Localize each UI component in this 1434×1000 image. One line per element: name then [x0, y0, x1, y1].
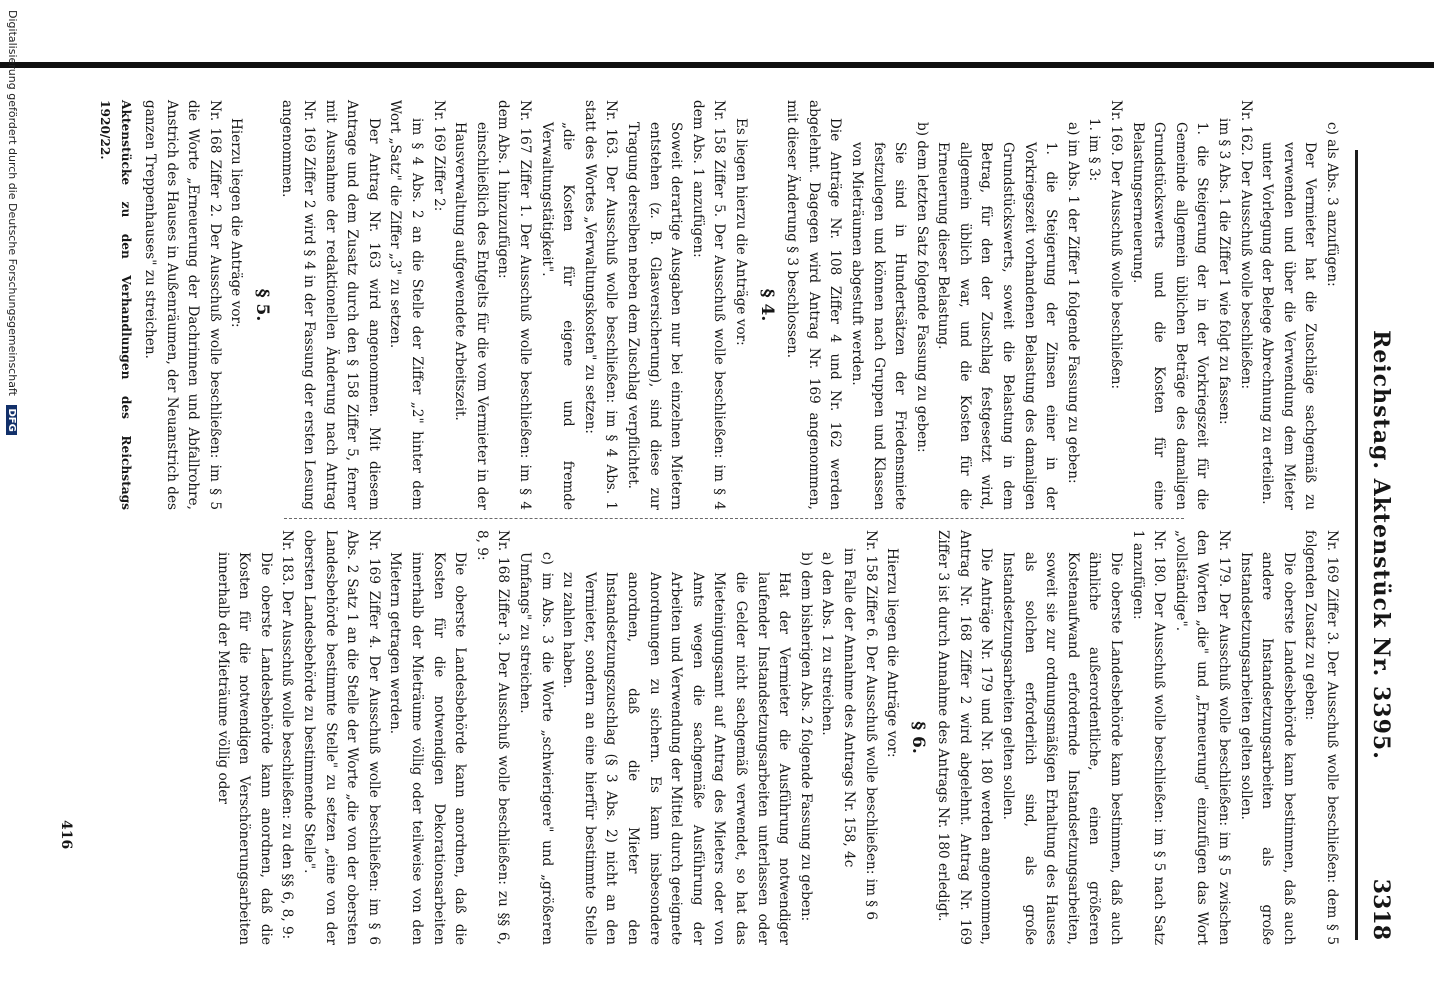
- paragraph: Nr. 169. Der Ausschuß wolle beschließen:: [1108, 100, 1125, 390]
- section-heading: § 4.: [756, 288, 777, 322]
- paragraph: Die oberste Landesbehörde kann anordnen, daß die Kosten für die notwendigen Dekorationsarbeiten innerhalb der Mieträume völlig oder teilweise von den Mietern getragen werden.: [387, 552, 469, 945]
- paragraph: c) als Abs. 3 anzufügen:: [1324, 122, 1340, 287]
- paragraph: Die Anträge Nr. 179 und Nr. 180 werden angenommen, Antrag Nr. 168 Ziffer 2 wird abgelehnt. Antrag Nr. 169 Ziffer 3 ist durch Annahme des Antrags Nr. 180 erledigt.: [935, 530, 995, 945]
- paragraph: Die oberste Landesbehörde kann anordnen, daß die Kosten für die notwendigen Verschönerungsarbeiten innerhalb der Mieträume völlig oder: [214, 552, 274, 945]
- paragraph: Nr. 183. Der Ausschuß wolle beschließen: zu den §§ 6, 8, 9:: [279, 530, 296, 940]
- paragraph: b) dem letzten Satz folgende Fassung zu geben:: [913, 122, 930, 453]
- section-heading: § 6.: [907, 721, 928, 754]
- paragraph: Hat der Vermieter die Ausführung notwendiger laufender Instandsetzungsarbeiten unterlassen oder die Gelder nicht sachgemäß verwendet, so hat das Mieteinigungsamt auf Antrag des Mieters oder von Amts wegen die sachgemäße Ausführung der Arbeiten und Verwendung der Mittel durch geeignete Anordnungen zu sichern. Es kann insbesondere anordnen, daß die Mieter den Instandsetzungszuschlag (§ 3 Abs. 2) nicht an den Vermieter, sondern an eine hierfür bestimmte Stelle zu zahlen haben.: [560, 572, 793, 945]
- column-divider: [284, 518, 1184, 519]
- paragraph: Nr. 169 Ziffer 3. Der Ausschuß wolle beschließen: dem § 5 folgenden Zusatz zu geben:: [1302, 530, 1340, 945]
- paragraph: einschließlich des Entgelts für die vom Vermieter in der Hausverwaltung aufgewendete Arbeitszeit.: [452, 122, 490, 510]
- paragraph: b) dem bisherigen Abs. 2 folgende Fassung zu geben:: [797, 552, 814, 922]
- paragraph: Nr. 168 Ziffer 3. Der Ausschuß wolle beschließen: zu §§ 6, 8, 9:: [473, 530, 512, 945]
- text-column-first: [97, 100, 1342, 511]
- paragraph: Nr. 158 Ziffer 5. Der Ausschuß wolle beschließen: im § 4 dem Abs. 1 anzufügen:: [689, 100, 728, 510]
- paragraph: Hierzu liegen die Anträge vor:: [884, 548, 901, 758]
- paragraph: Nr. 180. Der Ausschuß wolle beschließen: im § 5 nach Satz 1 anzufügen:: [1129, 530, 1168, 945]
- footer-page-number: 416: [58, 820, 74, 850]
- paragraph: Der Antrag Nr. 163 wird angenommen. Mit diesem Antrage und dem Zusatz durch den § 158 Ziffer 5, ferner mit Ausnahme der redaktionellen Änderung nach Antrag Nr. 169 Ziffer 2 wird § 4 in der Fassung der ersten Lesung angenommen.: [279, 100, 382, 510]
- page-number: 3318: [1368, 878, 1394, 940]
- paragraph: Nr. 179. Der Ausschuß wolle beschließen: im § 5 zwischen den Worten „die" und „Erneuerung" einzufügen das Wort „vollständige".: [1172, 530, 1233, 945]
- paragraph: Nr. 163. Der Ausschuß wolle beschließen: im § 4 Abs. 1 statt des Wortes „Verwaltungskosten" zu setzen:: [581, 100, 620, 510]
- paragraph: Nr. 162. Der Ausschuß wolle beschließen:: [1237, 100, 1254, 390]
- paragraph: Die oberste Landesbehörde kann bestimmen, daß auch andere Instandsetzungsarbeiten als große Instandsetzungsarbeiten gelten sollen.: [1237, 552, 1297, 945]
- paragraph: Nr. 168 Ziffer 2. Der Ausschuß wolle beschließen: im § 5 die Worte „Erneuerung der Dachrinnen und Abfallrohre, Anstrich des Hauses in Außenräumen, der Neuanstrich des ganzen Treppenhauses" zu streichen.: [141, 100, 223, 511]
- digitization-note-text: Digitalisierung gefördert durch die Deutsche Forschungsgemeinschaft: [6, 10, 19, 396]
- paragraph: Es liegen hierzu die Anträge vor:: [732, 118, 749, 346]
- page-header: [1355, 150, 1398, 940]
- paragraph: 1. die Steigerung der in der Vorkriegszeit für die Gemeinde allgemein üblichen Beträge des damaligen Grundstückswerts und die Kosten für eine Belastungserneuerung.: [1129, 122, 1211, 510]
- digitization-credit: [6, 10, 19, 1000]
- paragraph: c) im Abs. 3 die Worte „schwierigere" und „größeren Umfangs" zu streichen.: [517, 552, 555, 945]
- paragraph: im § 4 Abs. 2 an die Stelle der Ziffer „2" hinter dem Wort „Satz" die Ziffer „3" zu setzen.: [387, 100, 426, 510]
- text-column-second: [102, 530, 1342, 945]
- paragraph: a) im Abs. 1 der Ziffer 1 folgende Fassung zu geben:: [1064, 122, 1081, 484]
- paragraph: im § 3 Abs. 1 die Ziffer 1 wie folgt zu fassen:: [1216, 118, 1233, 425]
- paragraph: Nr. 169 Ziffer 4. Der Ausschuß wolle beschließen: im § 6 Abs. 2 Satz 1 an die Stelle der Worte „die von der obersten Landesbehörde bestimmte Stelle" zu setzen „eine von der obersten Landesbehörde zu bestimmende Stelle".: [301, 530, 382, 945]
- scan-edge: [0, 62, 1434, 68]
- running-footer: Aktenstücke zu den Verhandlungen des Reichstags 1920/22.: [97, 100, 134, 510]
- page-title: Reichstag. Aktenstück Nr. 3395.: [1368, 330, 1394, 760]
- paragraph: „die Kosten für eigene und fremde Verwaltungstätigkeit".: [538, 122, 577, 510]
- paragraph: Nr. 158 Ziffer 6. Der Ausschuß wolle beschließen: im § 6: [862, 530, 879, 921]
- paragraph: Hierzu liegen die Anträge vor:: [228, 118, 245, 328]
- paragraph: Die oberste Landesbehörde kann bestimmen, daß auch ähnliche außerordentliche, einen größeren Kostenaufwand erfordernde Instandsetzungsarbeiten, soweit sie zur ordnungsmäßigen Erhaltung des Hauses als solchen erforderlich sind, als große Instandsetzungsarbeiten gelten sollen.: [1000, 552, 1125, 945]
- dfg-logo: DFG: [6, 405, 17, 434]
- paragraph: 1. im § 3:: [1086, 118, 1103, 182]
- paragraph: Soweit derartige Ausgaben nur bei einzelnen Mietern entstehen (z. B. Glasversicherung), sind diese zur Tragung derselben neben dem Zuschlag verpflichtet.: [625, 122, 685, 510]
- paragraph: Sie sind in Hundertsätzen der Friedensmiete festzulegen und können nach Gruppen und Klassen von Mieträumen abgestuft werden.: [848, 142, 909, 510]
- section-heading: § 5.: [251, 288, 272, 322]
- paragraph: Die Anträge Nr. 108 Ziffer 4 und Nr. 162 werden abgelehnt. Dagegen wird Antrag Nr. 169 angenommen, mit dieser Änderung § 3 beschlossen.: [784, 100, 844, 510]
- paragraph: Nr. 167 Ziffer 1. Der Ausschuß wolle beschließen: im § 4 dem Abs. 1 hinzuzufügen:: [495, 100, 534, 510]
- paragraph: Nr. 169 Ziffer 2:: [430, 100, 447, 212]
- paragraph: 1. die Steigerung der Zinsen einer in der Vorkriegszeit vorhandenen Belastung des damaligen Grundstückswerts, soweit die Belastung in dem Betrag, für den der Zuschlag festgesetzt wird, allgemein üblich war, und die Kosten für die Erneuerung dieser Belastung.: [935, 142, 1060, 510]
- paragraph: a) den Abs. 1 zu streichen.: [819, 552, 836, 736]
- paragraph: im Falle der Annahme des Antrags Nr. 158, 4c: [840, 548, 857, 868]
- paragraph: Der Vermieter hat die Zuschläge sachgemäß zu verwenden und über die Verwendung dem Mieter unter Vorlegung der Belege Abrechnung zu erteilen.: [1259, 142, 1319, 510]
